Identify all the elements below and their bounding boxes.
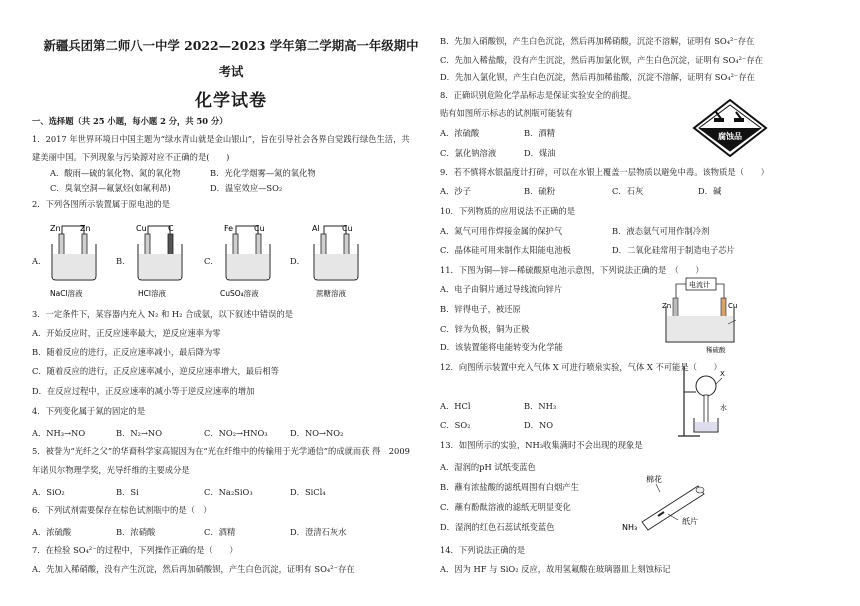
- corrosive-hazard-sign-icon: [692, 98, 768, 158]
- electrode-label: Cu: [136, 224, 147, 233]
- q2-figure-b: [130, 222, 200, 302]
- question-9: 9．若不慎将水银温度计打碎，可以在水银上覆盖一层物质以避免中毒。该物质是（ ）: [440, 167, 769, 177]
- q12-option-b: B．NH₃: [524, 401, 557, 411]
- q8-option-d: D．煤油: [524, 148, 556, 158]
- electrode-label: Zn: [80, 224, 91, 233]
- exam-title: 新疆兵团第二师八一中学 2022—2023 学年第二学期高一年级期中: [43, 38, 419, 53]
- q5-option-b: B．Si: [116, 487, 139, 497]
- q2-option-a: A．: [32, 256, 47, 266]
- q12-fountain-apparatus-figure: [670, 362, 740, 440]
- q1-option-c: C．臭氧空洞—氟氯烃(如氟利昂): [50, 183, 171, 193]
- question-1-continued: 建美丽中国。下列现象与污染源对应不正确的是( ): [32, 152, 230, 162]
- q14-option-a: A．因为 HF 与 SiO₂ 反应，故用氢氟酸在玻璃器皿上刻蚀标记: [440, 564, 671, 574]
- q2-figure-c: [218, 222, 288, 302]
- q9-option-b: B．硫粉: [524, 186, 555, 196]
- electrode-label: Al: [312, 224, 320, 233]
- subject-title: 化学试卷: [195, 91, 267, 111]
- q3-option-b: B．随着反应的进行，正反应速率减小，最后降为零: [32, 347, 221, 357]
- q7-option-c: C．先加入稀盐酸，没有产生沉淀，然后再加氯化钡，产生白色沉淀，证明有 SO₄²⁻存在: [440, 55, 763, 65]
- section-heading: 一、选择题（共 25 小题，每小题 2 分，共 50 分）: [32, 116, 228, 126]
- q5-option-c: C．Na₂SiO₃: [204, 487, 253, 497]
- q2-option-b: B．: [116, 256, 131, 266]
- electrode-label: Cu: [342, 224, 353, 233]
- water-label: 水: [720, 404, 727, 412]
- q7-option-b: B．先加入硝酸钡，产生白色沉淀，然后再加稀硝酸，沉淀不溶解，证明有 SO₄²⁻存在: [440, 36, 755, 46]
- gas-label: NH₃: [622, 523, 638, 532]
- sign-label: 腐蚀品: [718, 132, 742, 141]
- q3-option-a: A．开始反应时，正反应速率最大，逆反应速率为零: [32, 328, 221, 338]
- q11-option-c: C．锌为负极，铜为正极: [440, 324, 530, 334]
- q12-option-c: C．SO₂: [440, 420, 471, 430]
- question-11: 11．下图为铜—锌—稀硫酸原电池示意图，下列说法正确的是 （ ）: [440, 265, 704, 275]
- q11-galvanic-cell-figure: [658, 276, 744, 354]
- solution-label: NaCl溶液: [50, 289, 83, 298]
- q4-option-a: A．NH₃→NO: [32, 428, 86, 438]
- q9-option-c: C．石灰: [612, 186, 644, 196]
- paper-label: 纸片: [682, 517, 698, 526]
- electrode-label: Zn: [50, 224, 61, 233]
- q4-option-d: D．NO→NO₂: [290, 428, 344, 438]
- q4-option-c: C．NO₂→HNO₃: [204, 428, 268, 438]
- q13-option-d: D．湿润的红色石蕊试纸变蓝色: [440, 522, 555, 532]
- q1-option-d: D．温室效应—SO₂: [210, 183, 283, 193]
- ammeter-label: 电流计: [689, 281, 710, 289]
- q6-option-d: D．澄清石灰水: [290, 527, 347, 537]
- q13-option-a: A．湿润的pH 试纸变蓝色: [440, 462, 536, 472]
- q2-option-c: C．: [204, 256, 219, 266]
- q1-option-a: A．酸雨—硫的氧化物、氮的氧化物: [50, 168, 181, 178]
- question-5: 5．被誉为“光纤之父”的华裔科学家高锟因为在“光在纤维中的传输用于光学通信”的成就而获 得 2009: [32, 446, 410, 456]
- question-5-continued: 年诺贝尔物理学奖，光导纤维的主要成分是: [32, 465, 190, 475]
- q3-option-c: C．随着反应的进行，正反应速率减小，逆反应速率增大，最后相等: [32, 366, 279, 376]
- q6-option-a: A．浓硫酸: [32, 527, 72, 537]
- electrode-label: Fe: [224, 224, 234, 233]
- q13-option-b: B．蘸有浓盐酸的滤纸周围有白烟产生: [440, 482, 579, 492]
- q2-option-d: D．: [290, 256, 305, 266]
- q9-option-d: D．碱: [698, 186, 722, 196]
- q10-option-d: D．二氧化硅常用于制造电子芯片: [612, 245, 735, 255]
- q5-option-d: D．SiCl₄: [290, 487, 326, 497]
- solution-label: CuSO₄溶液: [220, 289, 259, 298]
- question-13: 13．如图所示的实验，NH₃收集满时不会出现的现象是: [440, 440, 643, 450]
- q6-option-c: C．酒精: [204, 527, 236, 537]
- q2-figure-a: [44, 222, 114, 302]
- q6-option-b: B．浓硝酸: [116, 527, 156, 537]
- solution-label: 稀硫酸: [706, 346, 726, 354]
- q7-option-d: D．先加入氯化钡，产生白色沉淀，然后再加稀盐酸，沉淀不溶解，证明有 SO₄²⁻存在: [440, 72, 755, 82]
- cotton-label: 棉花: [646, 475, 662, 484]
- q11-option-d: D．该装置能将电能转变为化学能: [440, 342, 563, 352]
- question-4: 4．下列变化属于氮的固定的是: [32, 406, 146, 416]
- q2-figure-d: [306, 222, 376, 302]
- q11-option-a: A．电子由铜片通过导线流向锌片: [440, 284, 563, 294]
- q10-option-a: A．氮气可用作焊接金属的保护气: [440, 226, 563, 236]
- question-6: 6．下列试剂需要保存在棕色试剂瓶中的是（ ）: [32, 505, 212, 515]
- exam-title-continued: 考试: [218, 64, 244, 79]
- q8-option-b: B．酒精: [524, 128, 555, 138]
- question-14: 14．下列说法正确的是: [440, 545, 526, 555]
- q12-option-d: D．NO: [524, 420, 554, 430]
- q12-option-a: A．HCl: [440, 401, 471, 411]
- solution-label: HCl溶液: [138, 289, 166, 298]
- question-1: 1．2017 年世界环境日中国主题为“绿水青山就是金山银山”，旨在引导社会各界自觉践行绿色生活，共: [32, 134, 410, 144]
- q7-option-a: A．先加入稀硝酸，没有产生沉淀，然后再加硝酸钡，产生白色沉淀，证明有 SO₄²⁻存在: [32, 564, 355, 574]
- q13-ammonia-collection-figure: [620, 472, 720, 534]
- electrode-label: Cu: [254, 224, 265, 233]
- question-7: 7．在检验 SO₄²⁻的过程中，下列操作正确的是（ ）: [32, 545, 238, 555]
- electrode-label: Cu: [728, 302, 738, 310]
- q4-option-b: B．N₂→NO: [116, 428, 162, 438]
- question-2: 2．下列各图所示装置属于原电池的是: [32, 199, 171, 209]
- electrode-label: Zn: [662, 302, 672, 310]
- q11-option-b: B．锌得电子，被还原: [440, 304, 521, 314]
- question-10: 10．下列物质的应用说法不正确的是: [440, 206, 576, 216]
- q10-option-b: B．液态氨气可用作制冷剂: [612, 226, 710, 236]
- q10-option-c: C．晶体硅可用来制作太阳能电池板: [440, 245, 571, 255]
- q1-option-b: B．光化学烟雾—氮的氧化物: [210, 168, 316, 178]
- electrode-label: C: [168, 224, 174, 233]
- q9-option-a: A．沙子: [440, 186, 471, 196]
- question-3: 3．一定条件下，某容器内充入 N₂ 和 H₂ 合成氨，以下叙述中错误的是: [32, 309, 293, 319]
- question-12: 12．向图所示装置中充入气体 X 可进行喷泉实验，气体 X 不可能是（ ）: [440, 362, 722, 372]
- q5-option-a: A．SiO₂: [32, 487, 65, 497]
- gas-label: X: [720, 370, 725, 378]
- solution-label: 蔗糖溶液: [316, 289, 346, 298]
- q3-option-d: D．在反应过程中，正反应速率的减小等于逆反应速率的增加: [32, 386, 255, 396]
- q8-option-c: C．氯化钠溶液: [440, 148, 497, 158]
- q13-option-c: C．蘸有酚酞溶液的滤纸无明显变化: [440, 502, 571, 512]
- q8-option-a: A．浓硫酸: [440, 128, 480, 138]
- question-8-continued: 贴有如图所示标志的试剂瓶可能装有: [440, 108, 573, 118]
- question-8: 8．正确识别危险化学品标志是保证实验安全的前提。: [440, 90, 637, 100]
